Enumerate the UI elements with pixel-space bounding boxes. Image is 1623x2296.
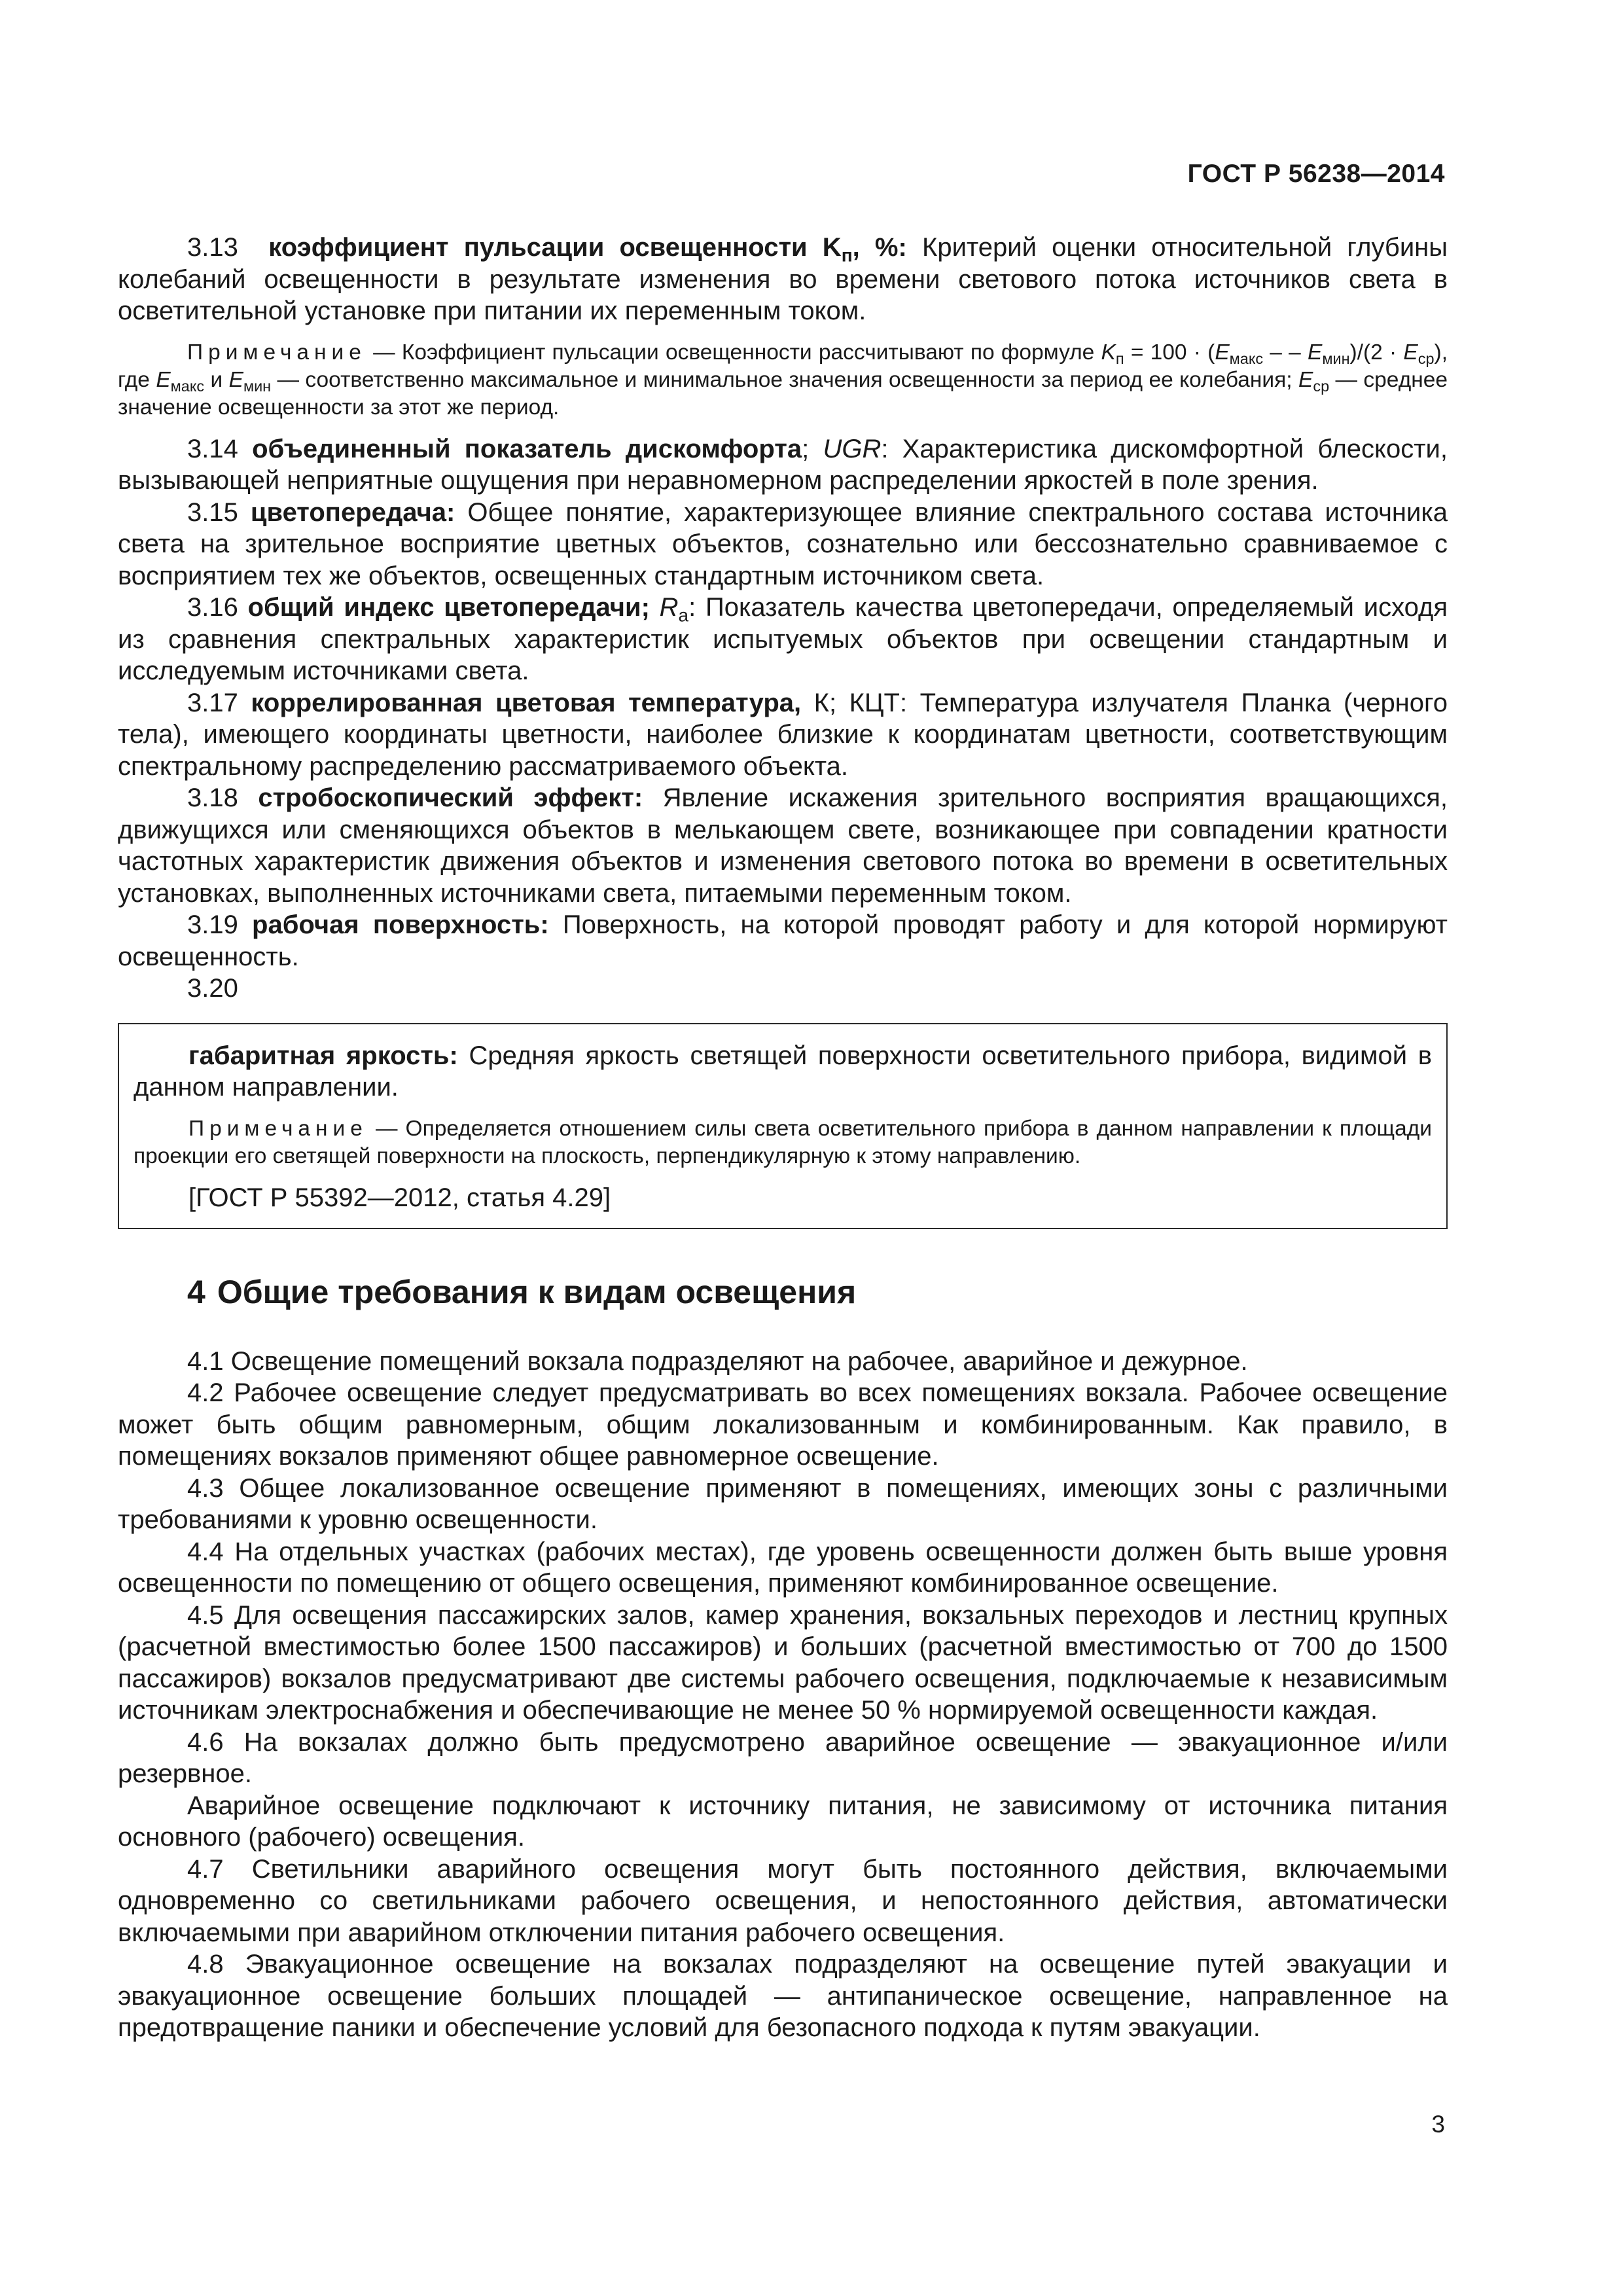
definition-3-20-number: 3.20 [187,974,238,1003]
definition-3-20-text: габаритная яркость: Средняя яркость светящей поверхности осветительного прибора, видимой в данном направлении. [134,1041,1433,1102]
paragraph-4-6: 4.6 На вокзалах должно быть предусмотрено аварийное освещение — эвакуационное и/или резервное. [118,1727,1448,1788]
section-4-title: 4 Общие требования к видам освещения [187,1273,857,1310]
paragraph-4-1: 4.1 Освещение помещений вокзала подразделяют на рабочее, аварийное и дежурное. [187,1346,1248,1376]
paragraph-4-3: 4.3 Общее локализованное освещение применяют в помещениях, имеющих зоны с различными требованиями к уровню освещенности. [118,1473,1448,1534]
definition-3-13: 3.13 коэффициент пульсации освещенности $K_п$, %: Критерий оценки относительной глубины колебаний освещенности в результате изменения во времени светового потока источников света в осветительной установке при питании их переменным током. [118,233,1448,325]
definition-3-14: 3.14 объединенный показатель дискомфорта; UGR: Характеристика дискомфортной блескости, вызывающей неприятные ощущения при неравномерном распределении яркостей в поле зрения. [118,434,1448,495]
document-code-header: ГОСТ Р 56238—2014 [1187,160,1445,188]
definition-3-16: 3.16 общий индекс цветопередачи; $R_a$: Показатель качества цветопередачи, определяемый исходя из сравнения спектральных характеристик испытуемых объектов при освещении стандартным и исследуемым источниками света. [118,593,1448,685]
definition-3-17: 3.17 коррелированная цветовая температура, К; КЦТ: Температура излучателя Планка (черного тела), имеющего координаты цветности, наиболее близкие к координатам цветности, соответствующим спектральному распределению рассматриваемого объекта. [118,688,1448,781]
paragraph-4-8: 4.8 Эвакуационное освещение на вокзалах подразделяют на освещение путей эвакуации и эвакуационное освещение больших площадей — антипаническое освещение, направленное на предотвращение паники и обеспечение условий для безопасного подхода к путям эвакуации. [118,1950,1448,2042]
paragraph-4-7: 4.7 Светильники аварийного освещения могут быть постоянного действия, включаемыми одновременно со светильниками рабочего освещения, и непостоянного действия, автоматически включаемыми при аварийном отключении питания рабочего освещения. [118,1854,1448,1947]
paragraph-4-2: 4.2 Рабочее освещение следует предусматривать во всех помещениях вокзала. Рабочее освещение может быть общим равномерным, общим локализованным и комбинированным. Как правило, в помещениях вокзалов применяют общее равномерное освещение. [118,1378,1448,1471]
definition-3-19: 3.19 рабочая поверхность: Поверхность, на которой проводят работу и для которой нормируют освещенность. [118,910,1448,971]
definition-3-15: 3.15 цветопередача: Общее понятие, характеризующее влияние спектрального состава источника света на зрительное восприятие цветных объектов, сознательно или бессознательно сравниваемое с восприятием тех же объектов, освещенных стандартным источником света. [118,497,1448,590]
definition-3-18: 3.18 стробоскопический эффект: Явление искажения зрительного восприятия вращающихся, движущихся или сменяющихся объектов в мелькающем свете, возникающее при совпадении кратности частотных характеристик движения объектов и изменения светового потока во времени в осветительных установках, выполненных источниками света, питаемыми переменным током. [118,783,1448,908]
page-content [118,232,1448,2044]
reference-3-20: [ГОСТ Р 55392—2012, статья 4.29] [188,1183,611,1212]
note-3-20: Примечание — Определяется отношением силы света осветительного прибора в данном направлении к площади проекции его светящей поверхности на плоскость, перпендикулярную к этому направлению. [134,1116,1432,1168]
page-number: 3 [1431,2111,1445,2138]
paragraph-4-4: 4.4 На отдельных участках (рабочих местах), где уровень освещенности должен быть выше уровня освещенности по помещению от общего освещения, применяют комбинированное освещение. [118,1537,1448,1598]
paragraph-4-6-cont: Аварийное освещение подключают к источнику питания, не зависимому от источника питания основного (рабочего) освещения. [118,1791,1448,1852]
definition-3-20-box [118,1023,1448,1229]
term: коэффициент пульсации освещенности $K_п$, %: [268,233,907,266]
paragraph-4-5: 4.5 Для освещения пассажирских залов, камер хранения, вокзальных переходов и лестниц крупных (расчетной вместимостью более 1500 пассажиров) и больших (расчетной вместимостью от 700 до 1500 пассажиров) вокзалов предусматривают две системы рабочего освещения, подключаемые к независимым источникам электроснабжения и обеспечивающие не менее 50 % нормируемой освещенности каждая. [118,1600,1448,1725]
note-3-13: Примечание — Коэффициент пульсации освещенности рассчитывают по формуле $K_п = 100 \cdot (E_{макс}$ – – $E_{мин})/(2 \cdot E_{ср})$, где $E_{макс}$ и $E_{мин}$ — соответственно максимальное и минимальное значения освещенности за период ее колебания; $E_{ср}$ — среднее значение освещенности за этот же период. [118,340,1448,420]
